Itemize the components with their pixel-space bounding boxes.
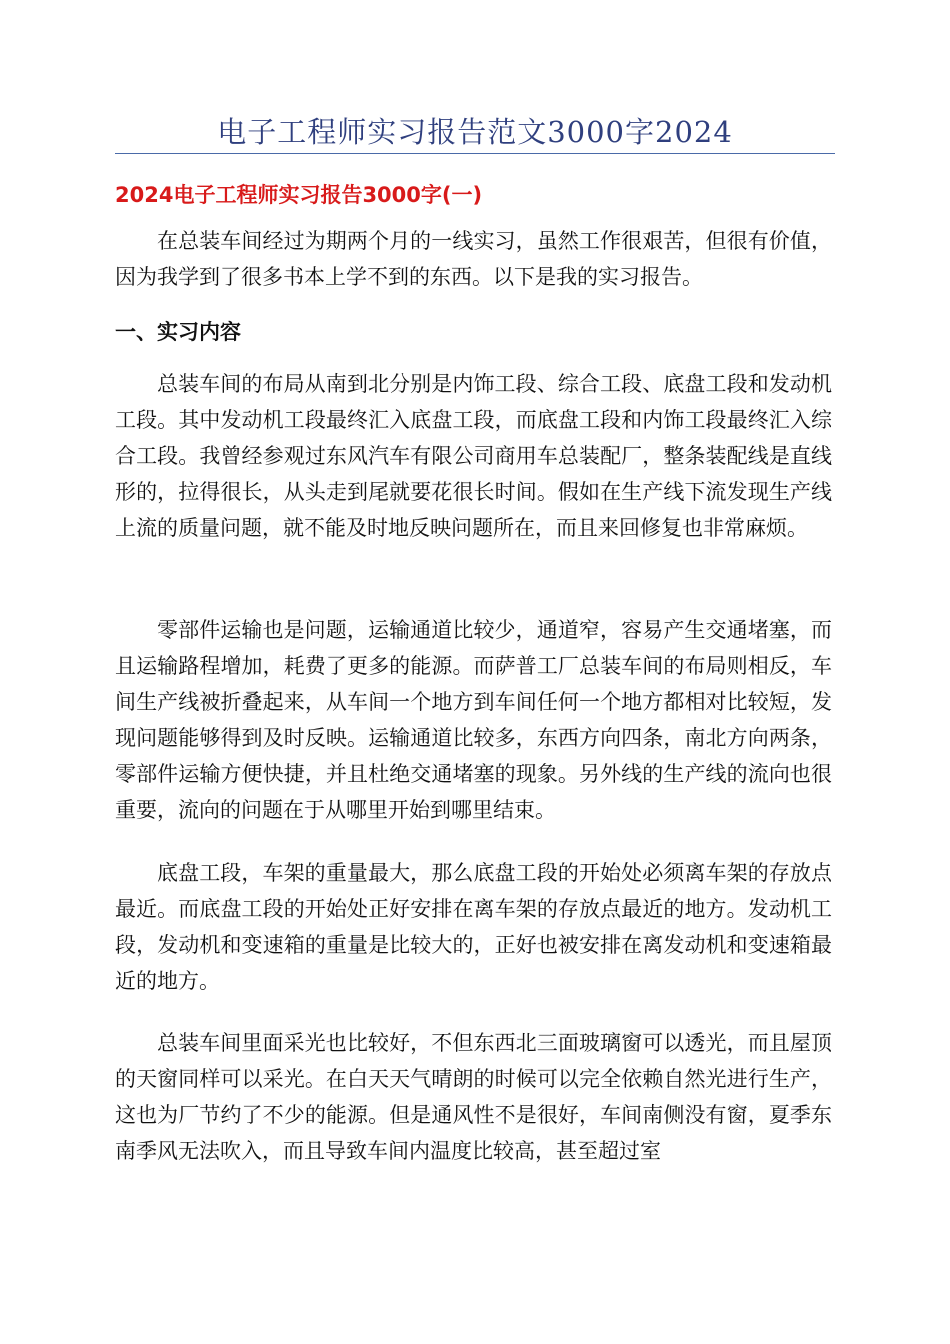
document-title: 电子工程师实习报告范文3000字2024 bbox=[217, 115, 733, 149]
intro-paragraph: 在总装车间经过为期两个月的一线实习，虽然工作很艰苦，但很有价值，因为我学到了很多书本上学不到的东西。以下是我的实习报告。 bbox=[115, 229, 832, 289]
body-paragraph: 总装车间的布局从南到北分别是内饰工段、综合工段、底盘工段和发动机工段。其中发动机工段最终汇入底盘工段，而底盘工段和内饰工段最终汇入综合工段。我曾经参观过东风汽车有限公司商用车总装配厂，整条装配线是直线形的，拉得很长，从头走到尾就要花很长时间。假如在生产线下流发现生产线上流的质量问题，就不能及时地反映问题所在，而且来回修复也非常麻烦。 bbox=[115, 372, 832, 540]
subheading-internship-content: 一、实习内容 bbox=[115, 320, 241, 344]
body-paragraph: 零部件运输也是问题，运输通道比较少，通道窄，容易产生交通堵塞，而且运输路程增加，耗费了更多的能源。而萨普工厂总装车间的布局则相反，车间生产线被折叠起来，从车间一个地方到车间任何一个地方都相对比较短，发现问题能够得到及时反映。运输通道比较多，东西方向四条，南北方向两条，零部件运输方便快捷，并且杜绝交通堵塞的现象。另外线的生产线的流向也很重要，流向的问题在于从哪里开始到哪里结束。 bbox=[115, 618, 832, 822]
title-underline bbox=[115, 153, 835, 154]
section-heading: 2024电子工程师实习报告3000字(一) bbox=[115, 183, 483, 207]
body-paragraph: 总装车间里面采光也比较好，不但东西北三面玻璃窗可以透光，而且屋顶的天窗同样可以采光。在白天天气晴朗的时候可以完全依赖自然光进行生产，这也为厂节约了不少的能源。但是通风性不是很好，车间南侧没有窗，夏季东南季风无法吹入，而且导致车间内温度比较高，甚至超过室 bbox=[115, 1031, 832, 1163]
body-paragraph: 底盘工段，车架的重量最大，那么底盘工段的开始处必须离车架的存放点最近。而底盘工段的开始处正好安排在离车架的存放点最近的地方。发动机工段，发动机和变速箱的重量是比较大的，正好也被安排在离发动机和变速箱最近的地方。 bbox=[115, 861, 832, 993]
